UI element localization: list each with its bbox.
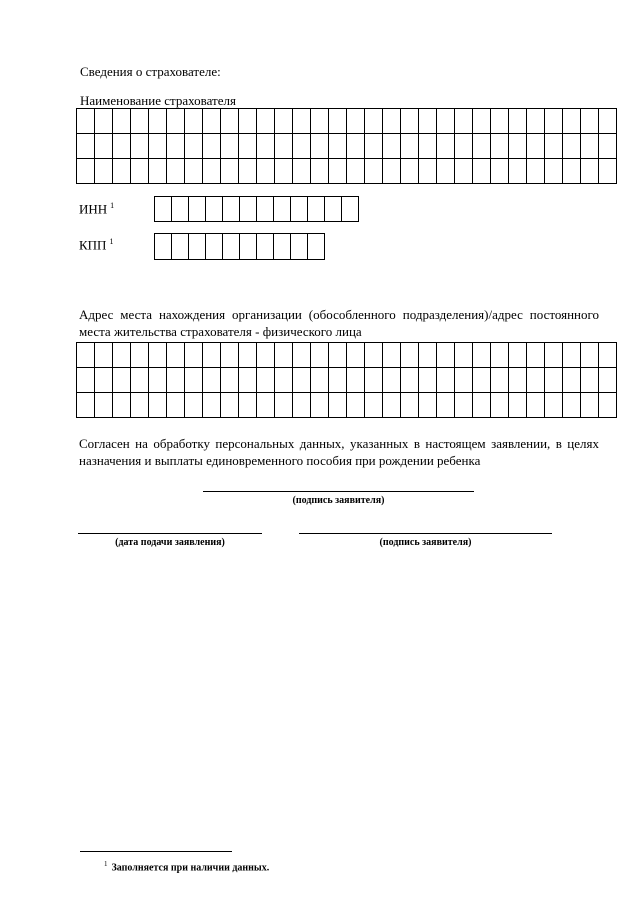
grid-cell[interactable] [563,343,581,368]
grid-cell[interactable] [149,109,167,134]
grid-cell[interactable] [581,368,599,393]
signature-caption-2: (подпись заявителя) [379,537,472,548]
grid-cell[interactable] [311,343,329,368]
grid-cell[interactable] [419,368,437,393]
grid-cell[interactable] [311,159,329,184]
grid-cell[interactable] [131,159,149,184]
grid-cell[interactable] [167,134,185,159]
grid-cell[interactable] [599,159,617,184]
grid-cell[interactable] [509,159,527,184]
grid-cell[interactable] [365,393,383,418]
grid-cell[interactable] [203,368,221,393]
grid-cell[interactable] [545,159,563,184]
grid-cell[interactable] [563,368,581,393]
grid-cell[interactable] [365,109,383,134]
grid-cell[interactable] [239,343,257,368]
grid-cell[interactable] [365,134,383,159]
grid-cell[interactable] [275,393,293,418]
grid-cell[interactable] [365,159,383,184]
grid-cell[interactable] [131,109,149,134]
footnote-mark: 1 [109,237,114,246]
grid-cell[interactable] [203,343,221,368]
grid-cell[interactable] [365,368,383,393]
grid-cell[interactable] [347,343,365,368]
grid-cell[interactable] [185,159,203,184]
grid-cell[interactable] [167,393,185,418]
grid-cell[interactable] [563,159,581,184]
grid-cell[interactable] [383,368,401,393]
grid-cell[interactable] [527,109,545,134]
grid-cell[interactable] [172,197,189,222]
grid-cell[interactable] [185,134,203,159]
grid-cell[interactable] [347,368,365,393]
grid-cell[interactable] [293,343,311,368]
grid-cell[interactable] [95,343,113,368]
grid-cell[interactable] [221,134,239,159]
grid-cell[interactable] [131,343,149,368]
grid-cell[interactable] [257,197,274,222]
grid-cell[interactable] [545,109,563,134]
grid-cell[interactable] [113,343,131,368]
grid-row [77,368,617,393]
grid-cell[interactable] [581,109,599,134]
grid-cell[interactable] [383,109,401,134]
grid-cell[interactable] [221,159,239,184]
grid-cell[interactable] [257,393,275,418]
grid-cell[interactable] [545,368,563,393]
grid-cell[interactable] [203,159,221,184]
signature-caption-1: (подпись заявителя) [292,495,385,506]
grid-cell[interactable] [437,343,455,368]
grid-cell[interactable] [455,368,473,393]
grid-cell[interactable] [257,343,275,368]
grid-cell[interactable] [329,109,347,134]
signature-line-2[interactable] [299,533,552,534]
grid-cell[interactable] [239,368,257,393]
grid-cell[interactable] [401,159,419,184]
grid-cell[interactable] [509,368,527,393]
address-label [79,306,599,340]
grid-cell[interactable] [77,134,95,159]
grid-cell[interactable] [275,343,293,368]
kpp-grid[interactable] [154,233,325,260]
address-grid[interactable] [76,342,617,418]
grid-cell[interactable] [113,368,131,393]
grid-cell[interactable] [342,197,359,222]
grid-cell[interactable] [185,109,203,134]
grid-cell[interactable] [527,134,545,159]
grid-cell[interactable] [401,134,419,159]
grid-cell[interactable] [189,197,206,222]
grid-cell[interactable] [185,368,203,393]
grid-cell[interactable] [274,234,291,260]
signature-line-1[interactable] [203,491,474,492]
grid-cell[interactable] [419,393,437,418]
grid-cell[interactable] [257,134,275,159]
grid-cell[interactable] [509,343,527,368]
grid-cell[interactable] [149,393,167,418]
grid-cell[interactable] [155,197,172,222]
grid-cell[interactable] [223,197,240,222]
grid-cell[interactable] [347,159,365,184]
grid-cell[interactable] [527,159,545,184]
grid-cell[interactable] [149,134,167,159]
grid-cell[interactable] [77,393,95,418]
grid-cell[interactable] [545,343,563,368]
grid-cell[interactable] [437,159,455,184]
grid-cell[interactable] [239,393,257,418]
grid-cell[interactable] [545,134,563,159]
grid-cell[interactable] [329,134,347,159]
grid-cell[interactable] [113,159,131,184]
grid-cell[interactable] [293,134,311,159]
grid-cell[interactable] [95,159,113,184]
grid-cell[interactable] [347,393,365,418]
grid-cell[interactable] [189,234,206,260]
footnote-mark: 1 [104,860,108,868]
grid-cell[interactable] [293,393,311,418]
grid-cell[interactable] [257,159,275,184]
grid-cell[interactable] [131,393,149,418]
grid-cell[interactable] [113,393,131,418]
grid-cell[interactable] [167,109,185,134]
grid-cell[interactable] [383,343,401,368]
footnote-divider [80,851,232,852]
grid-cell[interactable] [419,343,437,368]
grid-cell[interactable] [240,197,257,222]
grid-cell[interactable] [401,343,419,368]
grid-cell[interactable] [149,343,167,368]
grid-cell[interactable] [203,393,221,418]
grid-cell[interactable] [77,343,95,368]
grid-cell[interactable] [311,393,329,418]
grid-row [155,234,325,260]
consent-text [79,435,599,469]
grid-row [77,109,617,134]
grid-cell[interactable] [437,393,455,418]
grid-row [77,343,617,368]
grid-cell[interactable] [437,134,455,159]
grid-cell[interactable] [599,109,617,134]
grid-cell[interactable] [347,134,365,159]
grid-cell[interactable] [563,393,581,418]
grid-cell[interactable] [293,159,311,184]
grid-cell[interactable] [206,234,223,260]
grid-cell[interactable] [172,234,189,260]
grid-cell[interactable] [599,134,617,159]
grid-cell[interactable] [203,109,221,134]
consent-line2: назначения и выплаты единовременного пособия при рождении ребенка [79,453,481,468]
grid-cell[interactable] [473,393,491,418]
grid-cell[interactable] [581,159,599,184]
grid-cell[interactable] [239,134,257,159]
grid-cell[interactable] [401,368,419,393]
grid-cell[interactable] [527,343,545,368]
grid-cell[interactable] [221,343,239,368]
grid-cell[interactable] [329,343,347,368]
consent-line1: Согласен на обработку персональных данных, указанных в настоящем заявлении, в целях [79,436,599,451]
grid-cell[interactable] [581,343,599,368]
grid-cell[interactable] [95,393,113,418]
grid-cell[interactable] [455,109,473,134]
grid-cell[interactable] [167,368,185,393]
grid-cell[interactable] [203,134,221,159]
grid-cell[interactable] [311,134,329,159]
grid-cell[interactable] [240,234,257,260]
grid-cell[interactable] [509,134,527,159]
grid-cell[interactable] [329,368,347,393]
date-line[interactable] [78,533,262,534]
grid-cell[interactable] [491,393,509,418]
grid-cell[interactable] [401,109,419,134]
grid-cell[interactable] [223,234,240,260]
grid-cell[interactable] [383,393,401,418]
grid-cell[interactable] [491,134,509,159]
grid-cell[interactable] [149,159,167,184]
grid-cell[interactable] [347,109,365,134]
inn-label: ИНН $^1$ [79,201,115,217]
grid-cell[interactable] [599,393,617,418]
address-label-line2: места жительства страхователя - физического лица [79,324,362,339]
grid-cell[interactable] [155,234,172,260]
grid-cell[interactable] [329,393,347,418]
grid-cell[interactable] [95,134,113,159]
grid-cell[interactable] [581,134,599,159]
grid-cell[interactable] [437,368,455,393]
date-caption: (дата подачи заявления) [115,537,225,548]
grid-cell[interactable] [311,109,329,134]
grid-cell[interactable] [329,159,347,184]
grid-cell[interactable] [473,343,491,368]
grid-cell[interactable] [77,368,95,393]
grid-cell[interactable] [455,393,473,418]
grid-cell[interactable] [473,109,491,134]
section-title: Сведения о страхователе: [80,64,221,79]
grid-cell[interactable] [257,234,274,260]
grid-cell[interactable] [167,343,185,368]
grid-cell[interactable] [275,109,293,134]
grid-cell[interactable] [311,368,329,393]
grid-cell[interactable] [419,159,437,184]
grid-cell[interactable] [365,343,383,368]
footnote-mark: 1 [110,201,115,210]
grid-cell[interactable] [527,368,545,393]
insurer-name-grid[interactable] [76,108,617,184]
grid-cell[interactable] [239,109,257,134]
grid-cell[interactable] [599,368,617,393]
inn-grid[interactable] [154,196,359,222]
grid-cell[interactable] [206,197,223,222]
grid-cell[interactable] [308,234,325,260]
grid-cell[interactable] [581,393,599,418]
grid-cell[interactable] [291,197,308,222]
grid-cell[interactable] [325,197,342,222]
footnote [104,860,269,873]
grid-cell[interactable] [455,159,473,184]
footnote-text: Заполняется при наличии данных. [111,862,270,874]
grid-cell[interactable] [455,343,473,368]
grid-row [77,134,617,159]
grid-cell[interactable] [599,343,617,368]
grid-cell[interactable] [77,159,95,184]
grid-cell[interactable] [291,234,308,260]
grid-cell[interactable] [275,134,293,159]
grid-cell[interactable] [401,393,419,418]
grid-row [77,159,617,184]
grid-cell[interactable] [491,159,509,184]
grid-cell[interactable] [437,109,455,134]
grid-cell[interactable] [419,134,437,159]
grid-cell[interactable] [293,109,311,134]
grid-cell[interactable] [113,134,131,159]
grid-cell[interactable] [131,368,149,393]
grid-cell[interactable] [563,109,581,134]
grid-cell[interactable] [545,393,563,418]
grid-cell[interactable] [563,134,581,159]
grid-cell[interactable] [455,134,473,159]
grid-cell[interactable] [131,134,149,159]
grid-cell[interactable] [275,159,293,184]
grid-cell[interactable] [221,109,239,134]
grid-cell[interactable] [167,159,185,184]
grid-cell[interactable] [185,393,203,418]
grid-cell[interactable] [95,368,113,393]
grid-cell[interactable] [491,368,509,393]
grid-row [155,197,359,222]
grid-cell[interactable] [491,343,509,368]
grid-cell[interactable] [221,368,239,393]
grid-cell[interactable] [293,368,311,393]
grid-cell[interactable] [77,109,95,134]
grid-cell[interactable] [419,109,437,134]
grid-cell[interactable] [257,109,275,134]
grid-row [77,393,617,418]
grid-cell[interactable] [383,134,401,159]
grid-cell[interactable] [308,197,325,222]
insurer-name-label: Наименование страхователя [80,93,236,108]
address-label-line1: Адрес места нахождения организации (обособленного подразделения)/адрес постоянного [79,307,599,322]
kpp-label: КПП $^1$ [79,237,114,253]
grid-cell[interactable] [509,393,527,418]
grid-cell[interactable] [257,368,275,393]
grid-cell[interactable] [221,393,239,418]
grid-cell[interactable] [491,109,509,134]
grid-cell[interactable] [473,159,491,184]
grid-cell[interactable] [149,368,167,393]
grid-cell[interactable] [383,159,401,184]
grid-cell[interactable] [185,343,203,368]
grid-cell[interactable] [527,393,545,418]
grid-cell[interactable] [113,109,131,134]
grid-cell[interactable] [473,134,491,159]
grid-cell[interactable] [473,368,491,393]
grid-cell[interactable] [239,159,257,184]
grid-cell[interactable] [95,109,113,134]
grid-cell[interactable] [275,368,293,393]
grid-cell[interactable] [274,197,291,222]
grid-cell[interactable] [509,109,527,134]
